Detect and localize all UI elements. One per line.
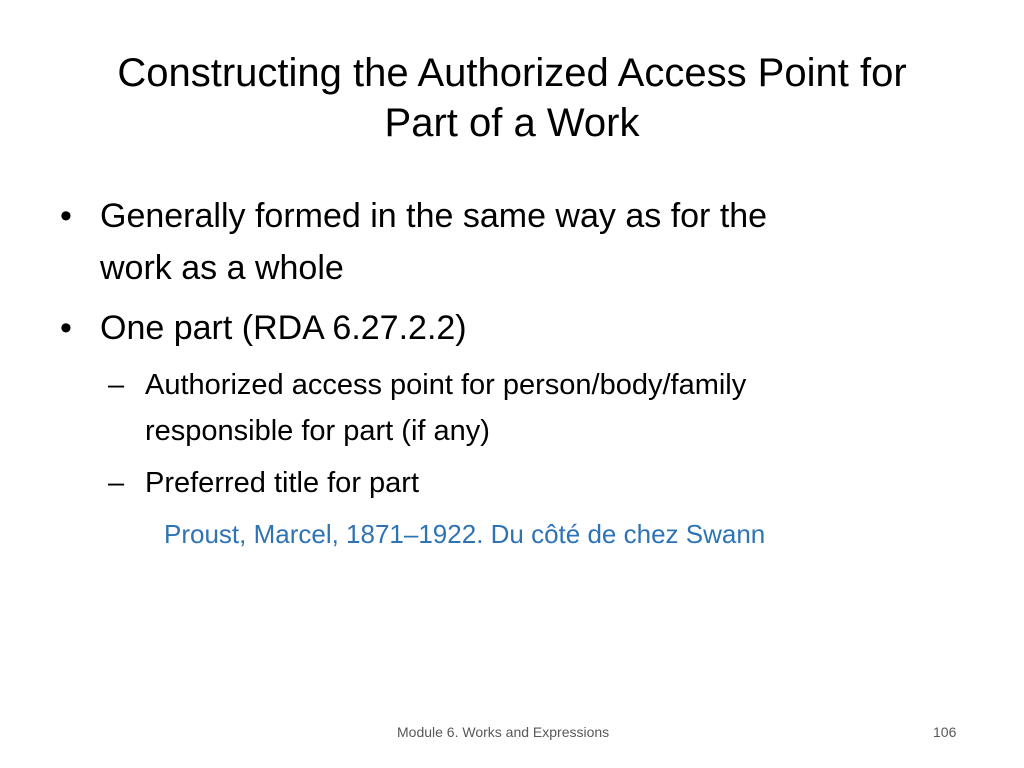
sub-bullet-marker: – xyxy=(108,467,125,499)
sub-bullet-text-line-1: Authorized access point for person/body/family xyxy=(145,369,747,401)
sub-bullet-item-2 xyxy=(60,460,940,506)
sub-bullet-item-1 xyxy=(60,362,940,454)
bullet-text-line-1: Generally formed in the same way as for the xyxy=(100,197,768,235)
page-number: 106 xyxy=(933,724,957,740)
slide-title xyxy=(40,48,984,148)
bullet-text-line-2: work as a whole xyxy=(100,249,344,287)
slide-title-line-2: Part of a Work xyxy=(384,101,640,145)
bullet-item-2 xyxy=(60,302,940,354)
sub-bullet-text: Preferred title for part xyxy=(145,467,419,499)
bullet-marker: • xyxy=(60,197,72,235)
slide-title-line-1: Constructing the Authorized Access Point for xyxy=(117,51,907,95)
bullet-text: One part (RDA 6.27.2.2) xyxy=(100,309,467,347)
footer-text: Module 6. Works and Expressions xyxy=(397,724,610,740)
sub-bullet-text-line-2: responsible for part (if any) xyxy=(145,415,490,447)
sub-bullet-marker: – xyxy=(108,369,125,401)
example-access-point: Proust, Marcel, 1871–1922. Du côté de chez Swann xyxy=(164,519,766,549)
slide-content xyxy=(60,190,940,556)
bullet-item-1 xyxy=(60,190,940,294)
bullet-marker: • xyxy=(60,309,72,347)
